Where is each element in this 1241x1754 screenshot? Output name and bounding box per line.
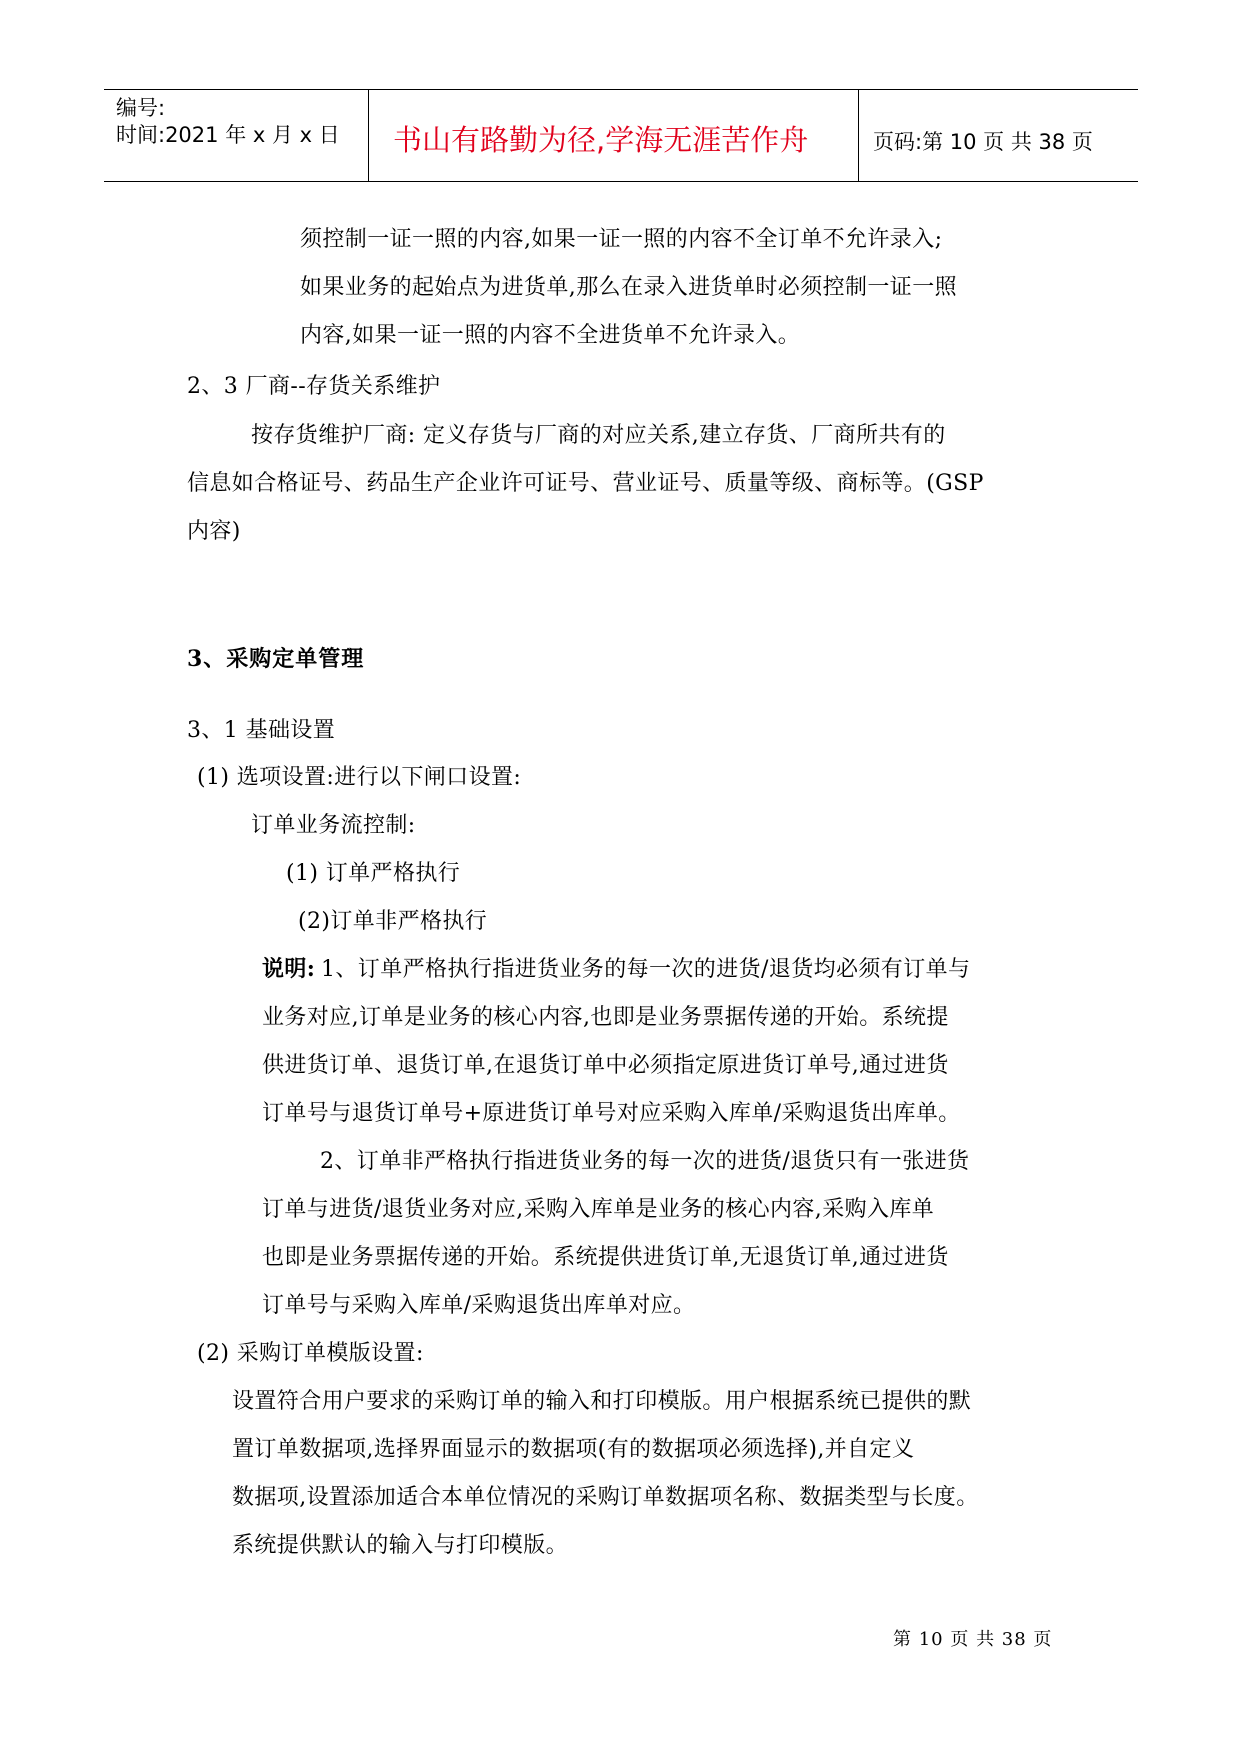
body-line: 信息如合格证号、药品生产企业许可证号、营业证号、质量等级、商标等。(GSP [187, 471, 984, 496]
body-line: 订单号与采购入库单/采购退货出库单对应。 [262, 1293, 696, 1318]
body-line: 须控制一证一照的内容,如果一证一照的内容不全订单不允许录入; [300, 227, 943, 252]
list-item: (1) 订单严格执行 [286, 861, 461, 886]
body-line: 供进货订单、退货订单,在退货订单中必须指定原进货订单号,通过进货 [262, 1053, 949, 1078]
body-line: 订单号与退货订单号+原进货订单号对应采购入库单/采购退货出库单。 [262, 1101, 961, 1126]
body-line: 1、订单严格执行指进货业务的每一次的进货/退货均必须有订单与 [321, 957, 971, 982]
body-line: 设置符合用户要求的采购订单的输入和打印模版。用户根据系统已提供的默 [232, 1389, 972, 1414]
note-label: 说明: [262, 956, 316, 982]
body-line: 置订单数据项,选择界面显示的数据项(有的数据项必须选择),并自定义 [232, 1437, 915, 1462]
document-time-label: 时间:2021 年 x 月 x 日 [116, 123, 340, 147]
subsection-heading-3-1: 3、1 基础设置 [187, 718, 336, 743]
body-line: 内容,如果一证一照的内容不全进货单不允许录入。 [300, 323, 801, 348]
body-line: 也即是业务票据传递的开始。系统提供进货订单,无退货订单,通过进货 [262, 1245, 949, 1270]
body-line: 内容) [187, 519, 241, 544]
section-heading-2-3: 2、3 厂商--存货关系维护 [187, 374, 441, 399]
body-line: 如果业务的起始点为进货单,那么在录入进货单时必须控制一证一照 [300, 275, 957, 300]
body-line: 系统提供默认的输入与打印模版。 [232, 1533, 569, 1558]
body-line: 订单与进货/退货业务对应,采购入库单是业务的核心内容,采购入库单 [262, 1197, 935, 1222]
body-line: 按存货维护厂商: 定义存货与厂商的对应关系,建立存货、厂商所共有的 [251, 423, 946, 448]
header-bottom-rule [104, 181, 1138, 182]
section-heading-3: 3、采购定单管理 [187, 646, 365, 672]
body-line: 2、订单非严格执行指进货业务的每一次的进货/退货只有一张进货 [320, 1149, 970, 1174]
list-item: (2)订单非严格执行 [298, 909, 488, 934]
document-number-label: 编号: [116, 96, 166, 120]
header-page-info: 页码:第 10 页 共 38 页 [873, 130, 1093, 154]
footer-page-number: 第 10 页 共 38 页 [893, 1629, 1053, 1650]
header-divider-right [858, 89, 859, 181]
body-line: (1) 选项设置:进行以下闸口设置: [197, 765, 522, 790]
body-line: 数据项,设置添加适合本单位情况的采购订单数据项名称、数据类型与长度。 [232, 1485, 979, 1510]
header-top-rule [104, 89, 1138, 90]
header-motto: 书山有路勤为径,学海无涯苦作舟 [393, 123, 809, 157]
body-line: (2) 采购订单模版设置: [197, 1341, 424, 1366]
body-line: 订单业务流控制: [251, 813, 416, 838]
body-line: 业务对应,订单是业务的核心内容,也即是业务票据传递的开始。系统提 [262, 1005, 949, 1030]
header-divider-left [368, 89, 369, 181]
